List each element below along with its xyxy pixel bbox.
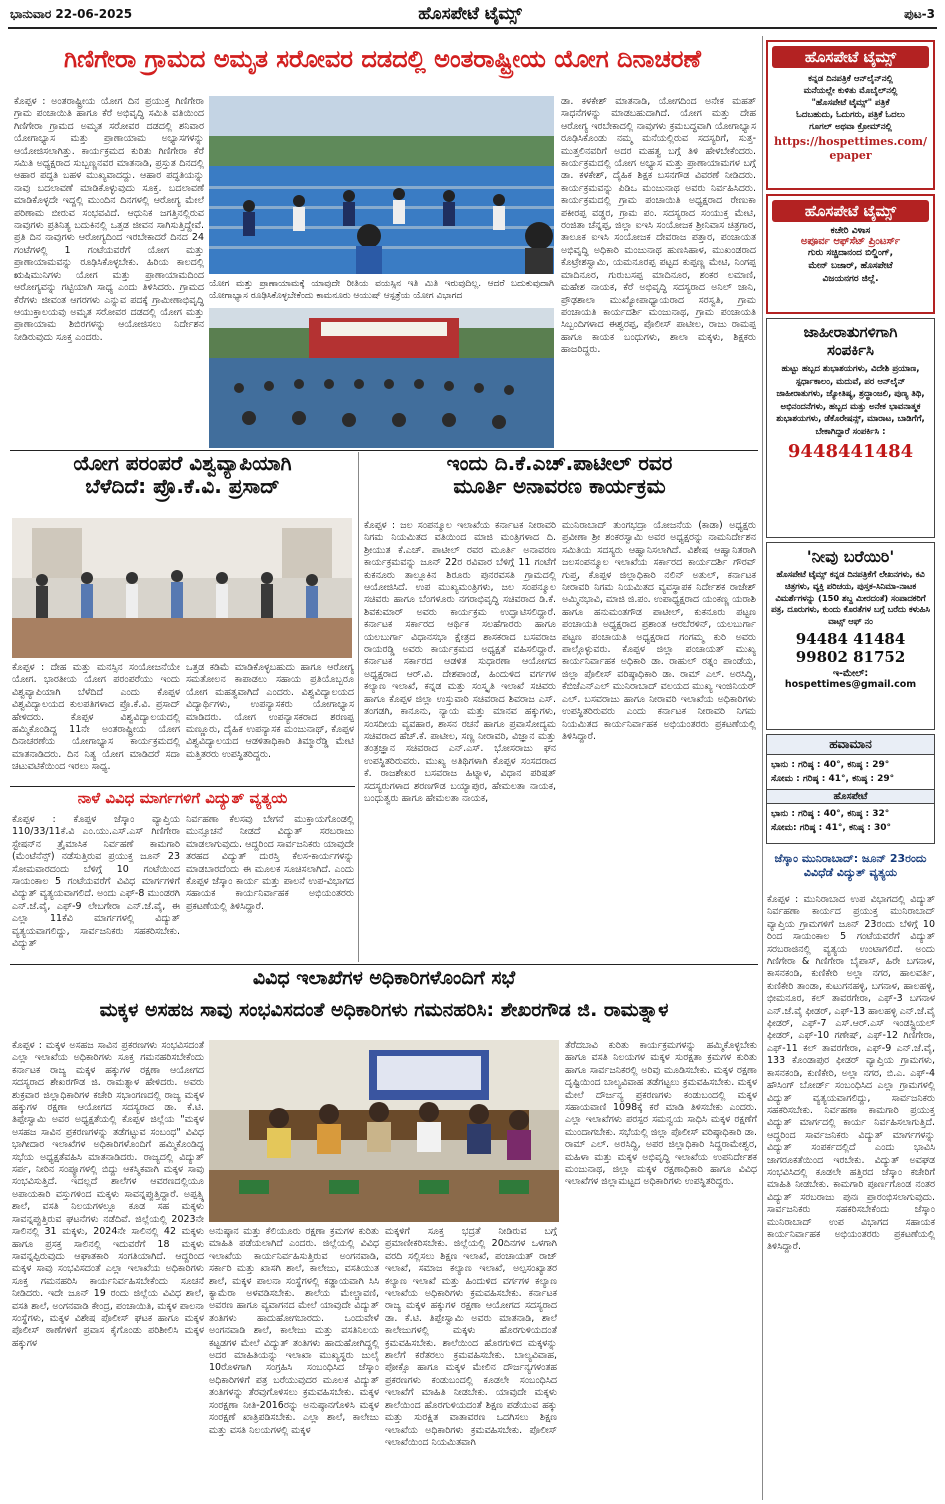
murthy-headline-2: ಮೂರ್ತಿ ಅನಾವರಣ ಕಾರ್ಯಕ್ರಮ [453, 474, 666, 498]
yoga-photo-stage [209, 308, 554, 448]
meeting-col4: ತೆರೆದಬಾವಿ ಕುರಿತು ಕಾರ್ಯಕ್ರಮಗಳನ್ನು ಹಮ್ಮಿಕೊಳ್ಳಬೇಕು ಹಾಗೂ ವಸತಿ ನಿಲಯಗಳ ಮಕ್ಕಳ ಸುರಕ್ಷತಾ ಕ್ರಮಗಳ ಕುರಿತು ಹಾಗೂ ಸಾರ್ವಜನಿಕರಲ್ಲಿ ಅರಿವು ಮೂಡಿಸಬೇಕು. ಮಕ್ಕಳ ರಕ್ಷಣಾ ದೃಷ್ಟಿಯಿಂದ ಬಾಲ್ಯವಿವಾಹ ತಡೆಗಟ್ಟಲು ಕ್ರಮವಹಿಸಬೇಕು. ಮಕ್ಕಳ ಮೇಲೆ ದೌರ್ಜನ್ಯ ಪ್ರಕರಣಗಳು ಕಂಡುಬಂದಲ್ಲಿ ಮಕ್ಕಳ ಸಹಾಯವಾಣಿ 1098ಕ್ಕೆ ಕರೆ ಮಾಡಿ ತಿಳಿಸಬೇಕು ಎಂದರು. ಎಲ್ಲಾ ಇಲಾಖೆಗಳು ಪರಸ್ಪರ ಸಮನ್ವಯ ಸಾಧಿಸಿ ಮಕ್ಕಳ ರಕ್ಷಣೆಗೆ ಮುಂದಾಗಬೇಕು. ಸಭೆಯಲ್ಲಿ ಜಿಲ್ಲಾ ಪೊಲೀಸ್ ವರಿಷ್ಠಾಧಿಕಾರಿ ಡಾ. ರಾಮ್ ಎಲ್. ಅರಸಿದ್ದಿ, ಅಪರ ಜಿಲ್ಲಾಧಿಕಾರಿ ಸಿದ್ದರಾಮೇಶ್ವರ, ಮಹಿಳಾ ಮತ್ತು ಮಕ್ಕಳ ಅಭಿವೃದ್ಧಿ ಇಲಾಖೆಯ ಉಪನಿರ್ದೇಶಕ ಮಂಜುನಾಥ, ಜಿಲ್ಲಾ ಮಕ್ಕಳ ರಕ್ಷಣಾಧಿಕಾರಿ ಹಾಗೂ ವಿವಿಧ ಇಲಾಖೆಗಳ ಜಿಲ್ಲಾಮಟ್ಟದ ಅಧಿಕಾರಿಗಳು ಉಪಸ್ಥಿತರಿದ್ದರು. [565, 1040, 757, 1188]
weather-city: ಹೊಸಪೇಟೆ [767, 789, 934, 804]
epaper-line: ಕನ್ನಡ ದಿನಪತ್ರಿಕೆ ಆನ್‌ಲೈನ್‌ನಲ್ಲಿ [808, 74, 893, 84]
address-line: ವಿಜಯನಗರ ಜಿಲ್ಲೆ. [822, 274, 879, 284]
prasad-headline-2: ಬೆಳೆದಿದೆ: ಪ್ರೊ.ಕೆ.ವಿ. ಪ್ರಸಾದ್ [85, 474, 280, 498]
prasad-col2: ಒತ್ತಡ ಕಡಿಮೆ ಮಾಡಿಕೊಳ್ಳಬಹುದು ಹಾಗೂ ಆರೋಗ್ಯ ಸಮತೋಲನ ಕಾಪಾಡಲು ಸಹಾಯ ಪ್ರತಿಯೊಬ್ಬರೂ ಯೋಗ ಮಹತ್ವವಾಗಿದೆ ಎಂದರು. ವಿಶ್ವವಿದ್ಯಾಲಯದ ವಿದ್ಯಾರ್ಥಿಗಳು, ಉಪನ್ಯಾಸಕರು ಯೋಗಾಭ್ಯಾಸ ಮಾಡಿದರು. ಯೋಗ ಉಪನ್ಯಾಸಕರಾದ ಶರಣಪ್ಪ ಮಣ್ಣೂರು, ದೈಹಿಕ ಉಪನ್ಯಾಸಕ ಮಂಜುನಾಥ್, ಕೊಪ್ಪಳ ವಿಶ್ವವಿದ್ಯಾಲಯದ ಆಡಳಿತಾಧಿಕಾರಿ ತಿಮ್ಮಾರೆಡ್ಡಿ ಮೇಟಿ ಮತ್ತಿತರರು ಉಪಸ್ಥಿತರಿದ್ದರು. [186, 662, 354, 760]
epaper-line: ಗೂಗಲ್ ಅಥವಾ ಕ್ರೋಮ್‌ನಲ್ಲಿ [809, 122, 892, 132]
epaper-line: ಓದಬಹುದು, ಓದುಗರು, ಪತ್ರಿಕೆ ಓದಲು [796, 110, 905, 120]
power-cut-col2: ನಿರ್ವಹಣಾ ಕೆಲಸವು ಬೇಗನೆ ಮುಕ್ತಾಯಗೊಂಡಲ್ಲಿ ಮುನ್ಸೂಚನೆ ನೀಡದೆ ವಿದ್ಯುತ್ ಸರಬರಾಜು ಮಾಡಲಾಗುವುದು. ಆದ್ದರಿಂದ ಸಾರ್ವಜನಿಕರು ಯಾವುದೇ ತರಹದ ವಿದ್ಯುತ್ ದುರಸ್ತಿ ಕೆಲಸ-ಕಾರ್ಯಗಳನ್ನು ಮಾಡಬಾರದೆಂದು ಈ ಮೂಲಕ ಸೂಚಿಸಲಾಗಿದೆ. ಎಂದು ಕೊಪ್ಪಳ ಜೆಸ್ಕಾಂ ಕಾರ್ಯ ಮತ್ತು ಪಾಲನೆ ಉಪ-ವಿಭಾಗದ ಸಹಾಯಕ ಕಾರ್ಯನಿರ್ವಾಹಕ ಅಭಿಯಂತರರು ಪ್ರಕಟಣೆಯಲ್ಲಿ ತಿಳಿಸಿದ್ದಾರೆ. [186, 814, 354, 912]
yoga-photo-captions [209, 278, 554, 304]
page-number: ಪುಟ-3 [904, 7, 935, 21]
epaper-box-lines [772, 73, 929, 133]
epaper-box [766, 40, 935, 190]
meeting-col2: ಅನುಷ್ಠಾನ ಮತ್ತು ಕೆಲಿಯೂರು ರಕ್ಷಣಾ ಕ್ರಮಗಳ ಕುರಿತು ಮಾಹಿತಿ ಪಡೆಯಲಾಗಿದೆ ಎಂದರು. ಜಿಲ್ಲೆಯಲ್ಲಿ ವಿವಿಧ ಇಲಾಖೆಯ ಕಾರ್ಯನಿರ್ವಹಿಸುತ್ತಿರುವ ಅಂಗನವಾಡಿ, ಸರ್ಕಾರಿ ಮತ್ತು ಖಾಸಗಿ ಶಾಲೆ, ಕಾಲೇಜು, ವಸತಿಯುತ ಶಾಲೆ, ಮಕ್ಕಳ ಪಾಲನಾ ಸಂಸ್ಥೆಗಳಲ್ಲಿ ಕಡ್ಡಾಯವಾಗಿ ಸಿಸಿ ಕ್ಯಾಮೆರಾ ಅಳವಡಿಸಬೇಕು. ಶಾಲೆಯ ಮೇಲ್ಚಾವಣಿ, ಅವರಣ ಹಾಗೂ ವ್ಯವಾಗನದ ಮೇಲೆ ಯಾವುದೇ ವಿದ್ಯುತ್ ತಂತಿಗಳು ಹಾದುಹೋಗಬಾರದು. ಒಂದುವೇಳೆ ಅಂಗನವಾಡಿ ಶಾಲೆ, ಕಾಲೇಜು ಮತ್ತು ವಸತಿನಿಲಯ ಕಟ್ಟಡಗಳ ಮೇಲೆ ವಿದ್ಯುತ್ ತಂತಿಗಳು ಹಾದುಹೋಗಿದ್ದಲ್ಲಿ ಅದರ ಮಾಹಿತಿಯನ್ನು ಇಲಾಖಾ ಮುಖ್ಯಸ್ಥರು ಜುಲೈ 10ರೊಳಗಾಗಿ ಸಂಗ್ರಹಿಸಿ ಸಂಬಂಧಿಸಿದ ಜೆಸ್ಕಾಂ ಅಧಿಕಾರಿಗಳಿಗೆ ಪತ್ರ ಬರೆಯುವುದರ ಮೂಲಕ ವಿದ್ಯುತ್ ತಂತಿಗಳನ್ನು ತೆರವುಗೊಳಿಸಲು ಕ್ರಮವಹಿಸಬೇಕು. ಮಕ್ಕಳ ಸಂರಕ್ಷಣಾ ನೀತಿ-2016ರನ್ನು ಅನುಷ್ಠಾನಗೊಳಿಸಿ ಮಕ್ಕಳ ಸಂರಕ್ಷಣೆ ಖಾತ್ರಿಪಡಿಸಬೇಕು. ಎಲ್ಲಾ ಶಾಲೆ, ಕಾಲೇಜು ಮತ್ತು ವಸತಿ ನಿಲಯಗಳಲ್ಲಿ ಮಕ್ಕಳ [209, 1226, 379, 1436]
yoga-photo-lakeside [209, 96, 554, 274]
office-label: ಕಚೇರಿ ವಿಳಾಸ [830, 226, 871, 236]
meeting-headline: ಮಕ್ಕಳ ಅಸಹಜ ಸಾವು ಸಂಭವಿಸದಂತೆ ಅಧಿಕಾರಿಗಳು ಗಮನಹರಿಸಿ: ಶೇಖರಗೌಡ ಜಿ. ರಾಮತ್ನಾಳ [99, 999, 669, 1021]
prasad-headline-block [10, 452, 355, 512]
main-headline: ಗಿಣಿಗೇರಾ ಗ್ರಾಮದ ಅಮೃತ ಸರೋವರ ದಡದಲ್ಲಿ ಅಂತರಾಷ್ಟ್ರೀಯ ಯೋಗ ದಿನಾಚರಣೆ [64, 45, 701, 73]
address-line: ಮೇನ್ ಬಜಾರ್, ಹೊಸಪೇಟೆ [808, 261, 893, 271]
murthy-col2: ಮುನಿರಾಬಾದ್ ತುಂಗಭದ್ರಾ ಯೋಜನೆಯ (ಕಾಡಾ) ಅಧ್ಯಕ್ಷರು ಪ್ರವೀಣಾ ಶ್ರೀ ಶಂಕರಸ್ವಾಮಿ ಅವರ ಅಧ್ಯಕ್ಷರನ್ನು ನಾಮನಿರ್ದೇಶನ ಸಮಿತಿಯ ಸದಸ್ಯರು ಆಹ್ವಾನಿಸಲಾಗಿದೆ. ವಿಶೇಷ ಆಹ್ವಾನಿತರಾಗಿ ಜಲಸಂಪನ್ಮೂಲ ಇಲಾಖೆಯ ಸರ್ಕಾರದ ಕಾರ್ಯದರ್ಶಿ ಗೌರವ್ ಗುಪ್ತ, ಕೊಪ್ಪಳ ಜಿಲ್ಲಾಧಿಕಾರಿ ನಲಿನ್ ಅತುಲ್, ಕರ್ನಾಟಕ ನೀರಾವರಿ ನಿಗಮ ನಿಯಮಿತದ ವ್ಯವಸ್ಥಾಪಕ ನಿರ್ದೇಶಕ ರಾಜೇಶ್ ಅಮ್ಮಿನಭಾವಿ, ಮಾಜಿ ಜಿ.ಪಂ. ಉಪಾಧ್ಯಕ್ಷರಾದ ಯಂಕಣ್ಣ ಯರಾಶಿ ಹಾಗೂ ಹನುಮಂತಗೌಡ ಪಾಟೀಲ್, ಕುಕನೂರು ಪಟ್ಟಣ ಪಂಚಾಯತಿ ಅಧ್ಯಕ್ಷರಾದ ಪ್ರಶಾಂತ ಆರಬೆರಳಿನ್, ಯಲಬುರ್ಗಾ ಪಟ್ಟಣ ಪಂಚಾಯತಿ ಅಧ್ಯಕ್ಷರಾದ ಗಂಗಮ್ಮ ಕುರಿ ಅವರು ಪಾಲ್ಗೊಳ್ಳುವರು. ಕೊಪ್ಪಳ ಜಿಲ್ಲಾ ಪಂಚಾಯತ್ ಮುಖ್ಯ ಕಾರ್ಯನಿರ್ವಾಹಕ ಅಧಿಕಾರಿ ಡಾ. ರಾಹುಲ್ ರತ್ನಂ ಪಾಂಡೆಯ, ಜಿಲ್ಲಾ ಪೊಲೀಸ್ ವರಿಷ್ಠಾಧಿಕಾರಿ ಡಾ. ರಾಮ್ ಎಲ್. ಅರಸಿದ್ದಿ, ಕೆಬಿಜೆಎನ್‌ಎಲ್ ಮುನಿರಾಬಾದ್ ವಲಯದ ಮುಖ್ಯ ಇಂಜಿನಿಯರ್ ಎಲ್. ಬಸವರಾಜು ಹಾಗೂ ನೀರಾವರಿ ಇಲಾಖೆಯ ಅಧಿಕಾರಿಗಳು ಉಪಸ್ಥಿತರಿರುವರು ಎಂದು ಕರ್ನಾಟಕ ನೀರಾವರಿ ನಿಗಮ ನಿಯಮಿತದ ಕಾರ್ಯನಿರ್ವಾಹಕ ಅಭಿಯಂತರರು ಪ್ರಕಟಣೆಯಲ್ಲಿ ತಿಳಿಸಿದ್ದಾರೆ. [562, 520, 756, 742]
ads-title2: ಸಂಪರ್ಕಿಸಿ [827, 341, 874, 359]
ads-body: ಹುಟ್ಟು ಹಬ್ಬದ ಶುಭಾಶಯಗಳು, ವಿದೇಶಿ ಪ್ರಯಾಣ, ಸ್ಪರ್ಧಾಕಾಲಂ, ಮದುವೆ, ಪರ ಆನ್‌ಲೈನ್ ಜಾಹೀರಾತುಗಳು, ಜ್ಯೋತಿಷ್ಯ, ಶ್ರದ್ಧಾಂಜಲಿ, ಪುಣ್ಯ ತಿಥಿ, ಅಭಿನಂದನೆಗಳು, ಹಬ್ಬದ ಮತ್ತು ಅನೇಕ ಭಾವನಾತ್ಮಕ ಶುಭಾಶಯಗಳು, ಡೆಕೊರೇಷನ್ಸ್, ಮಾರಾಟ, ಬಾಡಿಗೆಗೆ, ಬೇಕಾಗಿದ್ದಾರೆ ಸಂಪರ್ಕಿಸಿ : [776, 364, 925, 437]
office-box-title: ಹೊಸಪೇಟೆ ಟೈಮ್ಸ್ [772, 200, 929, 222]
section-rule-3 [10, 964, 758, 965]
prasad-col1: ಕೊಪ್ಪಳ : ದೇಹ ಮತ್ತು ಮನಸ್ಸಿನ ಸಂಯೋಜನೆಯೇ ಯೋಗ. ಭಾರತೀಯ ಯೋಗ ಪರಂಪರೆಯು ಇಂದು ವಿಶ್ವವ್ಯಾಪಿಯಾಗಿ ಬೆಳೆದಿದೆ ಎಂದು ಕೊಪ್ಪಳ ವಿಶ್ವವಿದ್ಯಾಲಯದ ಕುಲಪತಿಗಳಾದ ಪ್ರೊ.ಕೆ.ವಿ. ಪ್ರಸಾದ್ ಹೇಳಿದರು. ಕೊಪ್ಪಳ ವಿಶ್ವವಿದ್ಯಾಲಯದಲ್ಲಿ ಹಮ್ಮಿಕೊಂಡಿದ್ದ 11ನೇ ಅಂತರಾಷ್ಟ್ರೀಯ ಯೋಗ ದಿನಾಚರಣೆಯ ಯೋಗಾಭ್ಯಾಸ ಕಾರ್ಯಕ್ರಮದಲ್ಲಿ ಮಾತನಾಡಿದರು. ದಿನ ನಿತ್ಯ ಯೋಗ ಮಾಡಿದರೆ ಸದಾ ಚಟುವಟಿಕೆಯಿಂದ ಇರಲು ಸಾಧ್ಯ. [12, 662, 180, 773]
weather-row: ಸೋಮ: ಗರಿಷ್ಠ : 41°, ಕನಿಷ್ಠ : 30° [771, 823, 892, 833]
murthy-headline-1: ಇಂದು ದಿ.ಕೆ.ಎಚ್.ಪಾಟೀಲ್ ರವರ [446, 451, 673, 475]
weather-row: ಸೋಮ : ಗರಿಷ್ಠ : 41°, ಕನಿಷ್ಠ : 29° [771, 774, 895, 784]
power-cut-headline: ನಾಳೆ ವಿವಿಧ ಮಾರ್ಗಗಳಿಗೆ ವಿದ್ಯುತ್ ವ್ಯತ್ಯಯ [77, 789, 288, 807]
sidebar-power-headline: ಜೆಸ್ಕಾಂ ಮುನಿರಾಬಾದ್: ಜೂನ್ 23ರಂದು ವಿವಿಧೆಡೆ ವಿದ್ಯುತ್ ವ್ಯತ್ಯಯ [774, 852, 927, 879]
ads-box [766, 318, 935, 538]
issue-date: ಭಾನುವಾರ 22-06-2025 [10, 7, 133, 21]
power-cut-col1: ಕೊಪ್ಪಳ : ಕೊಪ್ಪಳ ಜೆಸ್ಕಾಂ ವ್ಯಾಪ್ತಿಯ 110/33/11ಕೆ.ವಿ ಎಂ.ಯು.ಎಸ್.ಎಸ್ ಗಿಣಿಗೇರಾ ಸ್ಟೇಷನ್‌ನ ತ್ರೈಮಾಸಿಕ ನಿರ್ವಹಣೆ ಕಾಮಗಾರಿ (ಮೆಂಟೆನೆನ್ಸ್) ನಡೆಸುತ್ತಿರುವ ಪ್ರಯುಕ್ತ ಜೂನ್ 23 ಸೋಮವಾರದಂದು ಬೆಳಿಗ್ಗೆ 10 ಗಂಟೆಯಿಂದ ಸಾಯಂಕಾಲ 5 ಗಂಟೆಯವರೆಗೆ ವಿವಿಧ ಮಾರ್ಗಗಳಿಗೆ ವಿದ್ಯುತ್ ವ್ಯತ್ಯಯವಾಗಲಿದೆ. ಅಂದು ಎಫ್-8 ಮುಂಡರಗಿ ಎನ್.ಜೆ.ವೈ, ಎಫ್-9 ಲೇಬಗೇರಾ ಎನ್.ಜೆ.ವೈ, ಈ ಎಲ್ಲಾ 11ಕೆವಿ ಮಾರ್ಗಗಳಲ್ಲಿ ವಿದ್ಯುತ್ ವ್ಯತ್ಯಯವಾಗಲಿದ್ದು, ಸಾರ್ವಜನಿಕರು ಸಹಕರಿಸಬೇಕು. ವಿದ್ಯುತ್ [12, 814, 180, 950]
epaper-line: "ಹೊಸಪೇಟೆ ಟೈಮ್ಸ್" ಪತ್ರಿಕೆ [811, 98, 890, 108]
address-line: ಗುರು ಸಚ್ಚಿದಾನಂದ ಬಿಲ್ಡಿಂಗ್, [807, 248, 894, 258]
section-rule-2 [10, 786, 355, 787]
murthy-col1: ಕೊಪ್ಪಳ : ಜಲ ಸಂಪನ್ಮೂಲ ಇಲಾಖೆಯ ಕರ್ನಾಟಕ ನೀರಾವರಿ ನಿಗಮ ನಿಯಮಿತದ ವತಿಯಿಂದ ಮಾಜಿ ಮಂತ್ರಿಗಳಾದ ದಿ. ಶ್ರೀಯುತ ಕೆ.ಎಚ್. ಪಾಟೀಲ್ ರವರ ಮೂರ್ತಿ ಅನಾವರಣ ಕಾರ್ಯಕ್ರಮವನ್ನು ಜೂನ್ 22ರ ರವಿವಾರ ಬೆಳಿಗ್ಗೆ 11 ಗಂಟೆಗೆ ಕುಕನೂರು ತಾಲ್ಲೂಕಿನ ಶಿರೂರು ಪುನರವಸತಿ ಗ್ರಾಮದಲ್ಲಿ ಆಯೋಜಿಸಿದೆ. ಉಪ ಮುಖ್ಯಮಂತ್ರಿಗಳು, ಜಲ ಸಂಪನ್ಮೂಲ ಸಚಿವರು ಹಾಗೂ ಬೆಂಗಳೂರು ನಗರಾಭಿವೃದ್ಧಿ ಸಚಿವರಾದ ಡಿ.ಕೆ. ಶಿವಕುಮಾರ್ ಅವರು ಕಾರ್ಯಕ್ರಮ ಉದ್ಘಾಟಿಸಲಿದ್ದಾರೆ. ಕರ್ನಾಟಕ ಸರ್ಕಾರದ ಆರ್ಥಿಕ ಸಲಹೆಗಾರರು ಹಾಗೂ ಯಲಬುರ್ಗಾ ವಿಧಾನಸಭಾ ಕ್ಷೇತ್ರದ ಶಾಸಕರಾದ ಬಸವರಾಜ ರಾಯರಡ್ಡಿ ಅವರು ಕಾರ್ಯಕ್ರಮದ ಅಧ್ಯಕ್ಷತೆ ವಹಿಸಲಿದ್ದಾರೆ. ಕರ್ನಾಟಕ ಸರ್ಕಾರದ ಆಡಳಿತ ಸುಧಾರಣಾ ಆಯೋಗದ ಅಧ್ಯಕ್ಷರಾದ ಆರ್.ವಿ. ದೇಶಪಾಂಡೆ, ಹಿಂದುಳಿದ ವರ್ಗಗಳ ಕಲ್ಯಾಣ ಇಲಾಖೆ, ಕನ್ನಡ ಮತ್ತು ಸಂಸ್ಕೃತಿ ಇಲಾಖೆ ಸಚಿವರು ಹಾಗೂ ಕೊಪ್ಪಳ ಜಿಲ್ಲಾ ಉಸ್ತುವಾರಿ ಸಚಿವರಾದ ಶಿವರಾಜ ಎಸ್. ತಂಗಡಗಿ, ಕಾನೂನು, ನ್ಯಾಯ ಮತ್ತು ಮಾನವ ಹಕ್ಕುಗಳು, ಸಂಸದೀಯ ವ್ಯವಹಾರ, ಶಾಸನ ರಚನೆ ಹಾಗೂ ಪ್ರವಾಸೋದ್ಯಮ ಸಚಿವರಾದ ಹೆಚ್.ಕೆ. ಪಾಟೀಲ, ಸಣ್ಣ ನೀರಾವರಿ, ವಿಜ್ಞಾನ ಮತ್ತು ತಂತ್ರಜ್ಞಾನ ಸಚಿವರಾದ ಎನ್.ಎಸ್. ಭೋಸರಾಜು ಘನ ಉಪಸ್ಥಿತರಿರುವರು. ಮುಖ್ಯ ಅತಿಥಿಗಳಾಗಿ ಕೊಪ್ಪಳ ಸಂಸದರಾದ ಕೆ. ರಾಜಶೇಖರ ಬಸವರಾಜ ಹಿಟ್ನಾಳ, ವಿಧಾನ ಪರಿಷತ್ ಸದಸ್ಯರುಗಳಾದ ಶರಣಗೌಡ ಬಯ್ಯಾಪುರ, ಹೇಮಲತಾ ನಾಯಕ, ಬಂಧುತ್ವರು ಹಾಗೂ ಹೇಮಲತಾ ನಾಯಕ, [364, 520, 556, 804]
write-phone-1[interactable]: 94484 41484 [795, 629, 906, 648]
write-to-us-body: ಹೊಸಪೇಟೆ ಟೈಮ್ಸ್ ಕನ್ನಡ ದಿನಪತ್ರಿಕೆಗೆ ಲೇಖನಗಳು, ಕವಿ ಚಿತ್ರಗಳು, ವ್ಯಕ್ತಿ ಪರಿಚಯ, ಪುಸ್ತಕ-ಸಿನಿಮಾ-ನಾಟಕ ವಿಮರ್ಶೆಗಳನ್ನು (150 ಶಬ್ದ ಮೀರದಂತೆ) ಸಂಪಾದಕರಿಗೆ ಪತ್ರ, ದೂರುಗಳು, ಕುಂದು ಕೊರತೆಗಳ ಬಗ್ಗೆ ಬರೆದು ಕಳುಹಿಸಿ ವಾಟ್ಸ್ ಆಫ್ ನಂ [771, 569, 930, 627]
press-name: ಅಪೂರ್ವ ಆಫ್‌ಸೆಟ್ ಪ್ರಿಂಟರ್ಸ್ [800, 236, 901, 247]
write-to-us-title: 'ನೀವು ಬರೆಯಿರಿ' [806, 547, 895, 566]
yoga-story-col3: ಡಾ. ಕಳಕೇಶ್ ಮಾತನಾಡಿ, ಯೋಗದಿಂದ ಅನೇಕ ಮಹತ್ ಸಾಧನೆಗಳನ್ನು ಮಾಡಬಹುದಾಗಿದೆ. ಯೋಗ ಮತ್ತು ದೇಹ ಆರೋಗ್ಯ ಇರಬೇಕಾದಲ್ಲಿ ನಾವುಗಳು ಕ್ರಮಬದ್ಧವಾಗಿ ಯೋಗಾಭ್ಯಾಸ ರೂಢಿಸಿಕೊಂಡು ನಮ್ಮ ಮನೆಯಲ್ಲಿರುವ ಸದಸ್ಯರಿಗೆ, ಸುತ್ತ-ಮುತ್ತಲಿನವರಿಗೆ ಅದರ ಮಹತ್ವ ಬಗ್ಗೆ ತಿಳಿ ಹೇಳಬೇಕೆಂದರು. ಕಾರ್ಯಕ್ರಮದಲ್ಲಿ ಯೋಗ ಅಭ್ಯಾಸ ಮತ್ತು ಪ್ರಾಣಾಯಾಮಗಳ ಬಗ್ಗೆ ಡಾ. ಕಳಕೇಶ್, ದೈಹಿಕ ಶಿಕ್ಷಕ ಬಸನಗೌಡ ವಿವರಣೆ ನೀಡಿದರು. ಕಾರ್ಯಕ್ರಮವನ್ನು ಪಿಡಿಒ ಮಂಜುನಾಥ ಅವರು ನಿರ್ವಹಿಸಿದರು. ಕಾರ್ಯಕ್ರಮದಲ್ಲಿ ಗ್ರಾಮ ಪಂಚಾಯಿತಿ ಅಧ್ಯಕ್ಷರಾದ ರೇಣುಕಾ ಪಕೀರಪ್ಪ ವಡ್ಡರ, ಗ್ರಾಮ ಪಂ. ಸದಸ್ಯರಾದ ಸಂಯುಕ್ತ ಮೇಟಿ, ರಂಜಿತಾ ಚೆನ್ನಪ್ಪ, ಜಿಲ್ಲಾ ಐಇಸಿ ಸಂಯೋಜಕ ಶ್ರೀನಿವಾಸ ಚಿತ್ರಗಾರ, ತಾಲೂಕ ಐಇಸಿ ಸಂಯೋಜಕ ದೇವರಾಜ ಪತ್ತಾರ, ಪಂಚಾಯತ ಅಭಿವೃದ್ಧಿ ಅಧಿಕಾರಿ ಮಂಜುನಾಥ ಹುಣಸಿಹಾಳ, ಮುಖಂಡರಾದ ಕೊಟ್ರೇಶಸ್ವಾಮಿ, ಯಮನೂರಪ್ಪ ಪಟ್ಟದ ಕುಪ್ಪಣ್ಣ ಮೇಟಿ, ನಿಂಗಪ್ಪ ಮಾದಿನೂರ, ಗುರುಬಸಪ್ಪ ಮಾದಿನೂರ, ಶಂಕರ ಲಮಾಣಿ, ಮಹೇಶ ನಾಯಕ, ಕೆರೆ ಅಭಿವೃದ್ಧಿ ಸದಸ್ಯರಾದ ಅನಿಲ್ ಜಾನಿ, ಪ್ರೌಢಶಾಲಾ ಮುಖ್ಯೋಪಾಧ್ಯಾಯರಾದ ಸರಸ್ವತಿ, ಗ್ರಾಮ ಪಂಚಾಯತಿ ಕಾರ್ಯದರ್ಶಿ ಮಂಜುನಾಥ, ಗ್ರಾಮ ಪಂಚಾಯತಿ ಸಿಬ್ಬಂದಿಗಳಾದ ಈಶ್ವರಪ್ಪ, ಪೊಲೀಸ್ ಪಾಟೀಲ, ರಾಜು ರಾಮಪ್ಪ ಹಾಗೂ ಕಾಯಕ ಬಂಧುಗಳು, ಶಾಲಾ ಮಕ್ಕಳು, ಶಿಕ್ಷಕರು ಹಾಜರಿದ್ದರು. [561, 96, 756, 356]
caption-part1: ಯೋಗ ಮತ್ತು ಪ್ರಾಣಾಯಾಮಕ್ಕೆ ಯಾವುದೇ ರೀತಿಯ ವಯಸ್ಸಿನ ಇತಿ ಮಿತಿ ಇರುವುದಿಲ್ಲ. ಆದರೆ [209, 279, 505, 289]
weather-row: ಭಾನು : ಗರಿಷ್ಠ : 40°, ಕನಿಷ್ಠ : 29° [771, 760, 890, 770]
meeting-kicker: ವಿವಿಧ ಇಲಾಖೆಗಳ ಅಧಿಕಾರಿಗಳೊಂದಿಗೆ ಸಭೆ [252, 967, 516, 989]
office-address-box [766, 194, 935, 314]
header-rule [8, 27, 937, 29]
write-phone-2[interactable]: 99802 81752 [795, 647, 906, 666]
write-email[interactable]: ಇ-ಮೇಲ್: hospettimes@gmail.com [784, 667, 917, 690]
write-to-us-box [766, 542, 935, 730]
weather-row: ಭಾನು : ಗರಿಷ್ಠ : 40°, ಕನಿಷ್ಠ : 32° [771, 809, 890, 819]
caption-part2: ಬದುಕುವುದಾಗಿ ಯೋಗಾಭ್ಯಾಸ ರೂಢಿಸಿಕೊಳ್ಳಬೇಕೆಂದು ಕಾಮನೂರು ಆಯುಷ್ ಆಸ್ಪತ್ರೆಯ ಯೋಗ ವಿಭಾಗದ [209, 279, 554, 301]
epaper-box-title: ಹೊಸಪೇಟೆ ಟೈಮ್ಸ್ [772, 46, 929, 68]
ads-phone[interactable]: 9448441484 [787, 440, 914, 462]
weather-title: ಹವಾಮಾನ [767, 735, 934, 755]
meeting-col1: ಕೊಪ್ಪಳ : ಮಕ್ಕಳ ಅಸಹಜ ಸಾವಿನ ಪ್ರಕರಣಗಳು ಸಂಭವಿಸದಂತೆ ಎಲ್ಲಾ ಇಲಾಖೆಯ ಅಧಿಕಾರಿಗಳು ಸೂಕ್ತ ಗಮನಹರಿಸಬೇಕೆಂದು ಕರ್ನಾಟಕ ರಾಜ್ಯ ಮಕ್ಕಳ ಹಕ್ಕುಗಳ ರಕ್ಷಣಾ ಆಯೋಗದ ಸದಸ್ಯರಾದ ಶೇಖರಗೌಡ ಜಿ. ರಾಮತ್ನಾಳ ಹೇಳಿದರು. ಅವರು ಶುಕ್ರವಾರ ಜಿಲ್ಲಾಧಿಕಾರಿಗಳ ಕಚೇರಿ ಸಭಾಂಗಣದಲ್ಲಿ ರಾಜ್ಯ ಮಕ್ಕಳ ಹಕ್ಕುಗಳ ರಕ್ಷಣಾ ಆಯೋಗದ ಸದಸ್ಯರಾದ ಡಾ. ಕೆ.ಟಿ. ತಿಪ್ಪೇಸ್ವಾಮಿ ಅವರ ಅಧ್ಯಕ್ಷತೆಯಲ್ಲಿ ಕೊಪ್ಪಳ ಜಿಲ್ಲೆಯ "ಮಕ್ಕಳ ಅಸಹಜ ಸಾವಿನ ಪ್ರಕರಣಗಳನ್ನು ತಡೆಗಟ್ಟುವ ಸಂಬಂಧ" ವಿವಿಧ ಭಾಗೀದಾರ ಇಲಾಖೆಗಳ ಅಧಿಕಾರಿಗಳೊಂದಿಗೆ ಹಮ್ಮಿಕೊಂಡಿದ್ದ ಸಭೆಯ ಅಧ್ಯಕ್ಷತೆವಹಿಸಿ ಮಾತನಾಡಿದರು. ರಾಜ್ಯದಲ್ಲಿ ವಿದ್ಯುತ್ ಸರ್ಪ, ನೀರಿನ ಸಂಪ್ಯೂಗಳಲ್ಲಿ ಬಿದ್ದು ಆಕಸ್ಮಿಕವಾಗಿ ಮಕ್ಕಳ ಸಾವು ಸಂಭವಿಸುತ್ತಿದೆ. ಇದಲ್ಲದೆ ಶಾಲೆಗಳ ಆವರಣದಲ್ಲಿಯೂ ಅಪಾಯಕಾರಿ ವಸ್ತುಗಳಿಂದ ಮಕ್ಕಳು ಸಾವನ್ನಪ್ಪುತ್ತಿದ್ದಾರೆ. ಅಪ್ಪತ್ಸ್ನಿ ಶಾಲೆ, ವಸತಿ ನಿಲಯಗಳಲ್ಲೂ ಕೂಡ ಸಹ ಮಕ್ಕಳು ಸಾವನ್ನಪ್ಪುತ್ತಿರುವ ಘಟನೆಗಳು ನಡೆದಿವೆ. ಜಿಲ್ಲೆಯಲ್ಲಿ 2023ನೇ ಸಾಲಿನಲ್ಲಿ 31 ಮಕ್ಕಳು, 2024ನೇ ಸಾಲಿನಲ್ಲಿ 42 ಮಕ್ಕಳು ಹಾಗೂ ಪ್ರಸಕ್ತ ಸಾಲಿನಲ್ಲಿ ಇದುವರೆಗೆ 18 ಮಕ್ಕಳು ಸಾವನ್ನಪ್ಪಿರುವುದು ಆಘಾತಕಾರಿ ಸಂಗತಿಯಾಗಿದೆ. ಆದ್ದರಿಂದ ಮಕ್ಕಳ ಸಾವು ಸಂಭವಿಸದಂತೆ ಎಲ್ಲಾ ಇಲಾಖೆಯ ಅಧಿಕಾರಿಗಳು ಸೂಕ್ತ ಗಮನಹರಿಸಿ ಕಾರ್ಯನಿರ್ವಹಿಸಬೇಕೆಂದು ಸೂಚನೆ ನೀಡಿದರು. ಇದೇ ಜೂನ್ 19 ರಂದು ಜಿಲ್ಲೆಯ ವಿವಿಧ ಶಾಲೆ, ವಸತಿ ಶಾಲೆ, ಅಂಗನವಾಡಿ ಕೇಂದ್ರ, ಪಂಚಾಯಿತಿ, ಮಕ್ಕಳ ಪಾಲನಾ ಸಂಸ್ಥೆಗಳು, ಮಕ್ಕಳ ವಿಶೇಷ ಪೊಲೀಸ್ ಘಟಕ ಹಾಗೂ ಮಕ್ಕಳ ಪೊಲೀಸ್ ಠಾಣೆಗಳಿಗೆ ಪ್ರವಾಸ ಕೈಗೊಂಡು ಪರಿಶೀಲಿಸಿ ಮಕ್ಕಳ ಹಕ್ಕುಗಳ [12, 1040, 204, 1349]
meeting-col3: ಮಕ್ಕಳಿಗೆ ಸೂಕ್ತ ಭದ್ರತೆ ನೀಡಿರುವ ಬಗ್ಗೆ ಪ್ರಮಾಣೀಕರಿಸಬೇಕು. ಜಿಲ್ಲೆಯಲ್ಲಿ 20ದಿನಗಳ ಒಳಗಾಗಿ ವರದಿ ಸಲ್ಲಿಸಲು ಶಿಕ್ಷಣ ಇಲಾಖೆ, ಪಂಚಾಯತ್ ರಾಜ್ ಇಲಾಖೆ, ಸಮಾಜ ಕಲ್ಯಾಣ ಇಲಾಖೆ, ಅಲ್ಪಸಂಖ್ಯಾತರ ಕಲ್ಯಾಣ ಇಲಾಖೆ ಮತ್ತು ಹಿಂದುಳಿದ ವರ್ಗಗಳ ಕಲ್ಯಾಣ ಇಲಾಖೆಯ ಅಧಿಕಾರಿಗಳು ಕ್ರಮವಹಿಸಬೇಕು. ಕರ್ನಾಟಕ ರಾಜ್ಯ ಮಕ್ಕಳ ಹಕ್ಕುಗಳ ರಕ್ಷಣಾ ಆಯೋಗದ ಸದಸ್ಯರಾದ ಡಾ. ಕೆ.ಟಿ. ತಿಪ್ಪೇಸ್ವಾಮಿ ಅವರು ಮಾತನಾಡಿ, ಶಾಲೆ ಕಾಲೇಜುಗಳಲ್ಲಿ ಮಕ್ಕಳು ಹೊರಗುಳಿಯದಂತೆ ಕ್ರಮವಹಿಸಬೇಕು. ಶಾಲೆಯಿಂದ ಹೊರಗುಳಿದ ಮಕ್ಕಳನ್ನು ಶಾಲೆಗೆ ಕರೆತರಲು ಕ್ರಮವಹಿಸಬೇಕು. ಬಾಲ್ಯವಿವಾಹ, ಪೋಕ್ಸೊ ಹಾಗೂ ಮಕ್ಕಳ ಮೇಲಿನ ದೌರ್ಜನ್ಯಗಳಂತಹ ಪ್ರಕರಣಗಳು ಕಂಡುಬಂದಲ್ಲಿ ಕೂಡಲೇ ಸಂಬಂಧಿಸಿದ ಇಲಾಖೆಗೆ ಮಾಹಿತಿ ನೀಡಬೇಕು. ಯಾವುದೇ ಮಕ್ಕಳು ಶಾಲೆಯಿಂದ ಹೊರಗುಳಿಯದಂತೆ ಶಿಕ್ಷಣ ಪಡೆಯುವ ಹಕ್ಕು ಮತ್ತು ಸುರಕ್ಷಿತ ವಾತಾವರಣ ಒದಗಿಸಲು ಶಿಕ್ಷಣ ಇಲಾಖೆಯ ಅಧಿಕಾರಿಗಳು ಕ್ರಮವಹಿಸಬೇಕು. ಪೊಲೀಸ್ ಇಲಾಖೆಯಿಂದ ನಿಯಮಿತವಾಗಿ [385, 1226, 557, 1448]
sidebar-power-body: ಕೊಪ್ಪಳ : ಮುನಿರಾಬಾದ ಉಪ ವಿಭಾಗದಲ್ಲಿ ವಿದ್ಯುತ್ ನಿರ್ವಹಣಾ ಕಾರ್ಯದ ಪ್ರಯುಕ್ತ ಮುನಿರಾಬಾದ್ ವ್ಯಾಪ್ತಿಯ ಗ್ರಾಮಗಳಿಗೆ ಜೂನ್ 23ರಂದು ಬೆಳಿಗ್ಗೆ 10 ರಿಂದ ಸಾಯಂಕಾಲ 5 ಗಂಟೆಯವರೆಗೆ ವಿದ್ಯುತ್ ಸರಬರಾಜಿನಲ್ಲಿ ವ್ಯತ್ಯಯ ಉಂಟಾಗಲಿದೆ. ಅಂದು ಗಿಣಿಗೇರಾ & ಗಿಣಿಗೇರಾ ಬೈಪಾಸ್, ಹಿರೇ ಬಗನಾಳ, ಕಾಸನಕಂಡಿ, ಕುಣಿಕೇರಿ ಅಲ್ಲಾ ನಗರ, ಹಾಲವರ್ತಿ, ಕುಣಿಕೇರಿ ತಾಂಡಾ, ಕುಟುಗನಹಳ್ಳಿ, ಬಗನಾಳ, ಹಾಲಹಳ್ಳಿ, ಭೀಮನೂರ, ಕಲ್ ತಾವರಗೇರಾ, ಎಫ್-3 ಬಗನಾಳ ಎನ್.ಜೆ.ವೈ ಫೀಡರ್, ಎಫ್-13 ಹಾಲಹಳ್ಳಿ ಎನ್.ಜೆ.ವೈ ಫೀಡರ್, ಎಫ್-7 ಎಸ್.ಆರ್.ಎಸ್ ಇಂಡಸ್ಟ್ರಿಯಲ್ ಫೀಡರ್, ಎಫ್-10 ಗಣೇಷ್, ಎಫ್-12 ಗಿಣಿಗೇರಾ, ಎಫ್-11 ಕಲ್ ತಾವರಗೇರಾ, ಎಫ್-9 ಎನ್.ಜೆ.ವೈ, 133 ಕೊಂಡಾಪುರ ಫೀಡರ್ ವ್ಯಾಪ್ತಿಯ ಗ್ರಾಮಗಳು, ಕಾಸನಕಂಡಿ, ಕುಣಿಕೇರಿ, ಅಲ್ಲಾ ನಗರ, ಬಿ.ಎ. ಎಫ್-4 ಹೌಸಿಂಗ್ ಬೋರ್ಡ್ ಸಂಬಂಧಿಸಿದ ಎಲ್ಲಾ ಗ್ರಾಮಗಳಲ್ಲಿ ವಿದ್ಯುತ್ ವ್ಯತ್ಯಯವಾಗಲಿದ್ದು, ಸಾರ್ವಜನಿಕರು ಸಹಕರಿಸಬೇಕು. ನಿರ್ವಹಣಾ ಕಾಮಗಾರಿ ಪ್ರಯುಕ್ತ ವಿದ್ಯುತ್ ಮಾರ್ಗದಲ್ಲಿ ಕಾರ್ಯ ನಿರ್ವಹಿಸಲಾಗುತ್ತಿದೆ. ಆದ್ದರಿಂದ ಸಾರ್ವಜನಿಕರು ವಿದ್ಯುತ್ ಮಾರ್ಗಗಳನ್ನು ವಿದ್ಯುತ್ ಸಂಪರ್ಕದಲ್ಲಿದೆ ಎಂದು ಭಾವಿಸಿ ಜಾಗರೂಕತೆಯಿಂದ ಇರಬೇಕು. ವಿದ್ಯುತ್ ಅವಘಡ ಸಂಭವಿಸಿದಲ್ಲಿ ಕೂಡಲೇ ಹತ್ತಿರದ ಜೆಸ್ಕಾಂ ಕಚೇರಿಗೆ ಮಾಹಿತಿ ನೀಡಬೇಕು. ಕಾಮಗಾರಿ ಪೂರ್ಣಗೊಂಡ ನಂತರ ವಿದ್ಯುತ್ ಸರಬರಾಜು ಪುನಃ ಪ್ರಾರಂಭಿಸಲಾಗುವುದು. ಸಾರ್ವಜನಿಕರು ಸಹಕರಿಸಬೇಕೆಂದು ಜೆಸ್ಕಾಂ ಮುನಿರಾಬಾದ್ ಉಪ ವಿಭಾಗದ ಸಹಾಯಕ ಕಾರ್ಯನಿರ್ವಾಹಕ ಅಭಿಯಂತರರು ಪ್ರಕಟಣೆಯಲ್ಲಿ ತಿಳಿಸಿದ್ದಾರೆ. [767, 894, 935, 1253]
murthy-headline-block [362, 452, 757, 516]
epaper-line: ಮನೆಯಲ್ಲೇ ಕುಳಿತು ಮೊಬೈಲ್‌ನಲ್ಲಿ [803, 86, 898, 96]
column-divider [358, 452, 359, 962]
masthead-title: ಹೊಸಪೇಟೆ ಟೈಮ್ಸ್ [418, 4, 522, 24]
prasad-yoga-photo [12, 518, 352, 658]
ads-title1: ಜಾಹೀರಾತುಗಳಿಗಾಗಿ [803, 323, 898, 341]
meeting-photo [209, 1040, 559, 1222]
epaper-url-link[interactable]: https://hospettimes.com/epaper [773, 135, 928, 162]
prasad-headline-1: ಯೋಗ ಪರಂಪರೆ ವಿಶ್ವವ್ಯಾಪಿಯಾಗಿ [73, 451, 292, 475]
yoga-story-col1: ಕೊಪ್ಪಳ : ಅಂತರಾಷ್ಟ್ರೀಯ ಯೋಗ ದಿನ ಪ್ರಯುಕ್ತ ಗಿಣಿಗೇರಾ ಗ್ರಾಮ ಪಂಚಾಯಿತಿ ಹಾಗೂ ಕೆರೆ ಅಭಿವೃದ್ಧಿ ಸಮಿತಿ ವತಿಯಿಂದ ಗಿಣಿಗೇರಾ ಗ್ರಾಮದ ಅಮೃತ ಸರೋವರ ದಡದಲ್ಲಿ ಶನಿವಾರ ಯೋಗಾಭ್ಯಾಸ ಮತ್ತು ಪ್ರಾಣಾಯಾಮ ಅಭ್ಯಾಸಗಳನ್ನು ಆಯೋಜಿಸಲಾಗಿತ್ತು. ಕಾರ್ಯಕ್ರಮದ ಕುರಿತು ಗಿಣಿಗೇರಾ ಕೆರೆ ಸಮಿತಿ ಅಧ್ಯಕ್ಷರಾದ ಸುಬ್ಬಣ್ಣನವರ ಮಾತನಾಡಿ, ಪ್ರಸ್ತುತ ದಿನದಲ್ಲಿ ಆಹಾರ ಪದ್ಧತಿ ಬಹಳ ಮುಖ್ಯವಾದದ್ದು. ಆಹಾರ ಪದ್ಧತಿಯನ್ನು ನಾವು ಬದಲಾವಣೆ ಮಾಡಿಕೊಳ್ಳುವುದು ಸೂಕ್ತ. ಬದಲಾವಣೆ ಮಾಡಿಕೊಳ್ಳದೇ ಇದ್ದಲ್ಲಿ ಮುಂದಿನ ದಿನಗಳಲ್ಲಿ ಆರೋಗ್ಯ ಮೇಲೆ ಪರಿಣಾಮ ಬೀರುವ ಸಂಭವವಿದೆ. ಆಧುನಿಕ ಜಗತ್ತಿನಲ್ಲಿರುವ ನಾವುಗಳು ಪ್ರತಿನಿತ್ಯ ಬದುಕಿನಲ್ಲಿ ಒತ್ತಡ ಜೀವನ ಸಾಗಿಸುತ್ತಿದ್ದೇವೆ. ಪ್ರತಿ ದಿನ ನಾವುಗಳು ಆರೋಗ್ಯದಿಂದ ಇರಬೇಕಾದರೆ ದಿನದ 24 ಗಂಟೆಗಳಲ್ಲಿ 1 ಗಂಟೆಯವರೆಗೆ ಯೋಗ ಮತ್ತು ಪ್ರಾಣಾಯಾಮವನ್ನು ರೂಢಿಸಿಕೊಳ್ಳಬೇಕು. ಹಿರಿಯ ಕಾಲದಲ್ಲಿ ಋಷಿಮುನಿಗಳು ಯೋಗ ಮತ್ತು ಪ್ರಾಣಾಯಾಮದಿಂದ ಆರೋಗ್ಯವನ್ನು ಗಟ್ಟಿಯಾಗಿ ಸಾಧ್ಯ ಎಂದು ತಿಳಿಸಿದರು. ಗ್ರಾಮದ ಕೆರೆಗಳು ಜೀವಂತ ಆಗರಗಳು ಎನ್ನುವ ಪದಕ್ಕೆ ಗ್ರಾಮೀಣಾಭಿವೃದ್ಧಿ ಆಯುಕ್ತಾಲಯವು ಅಮೃತ ಸರೋವರ ದಡದಲ್ಲಿ ಯೋಗ ಮತ್ತು ಪ್ರಾಣಾಯಾಮ ಶಿಬಿರಗಳನ್ನು ಆಯೋಜಿಸಲು ನಿರ್ದೇಶನ ನೀಡಿರುವುದು ಸೂಕ್ತ ಎಂದರು. [14, 96, 204, 343]
weather-box [766, 734, 935, 844]
